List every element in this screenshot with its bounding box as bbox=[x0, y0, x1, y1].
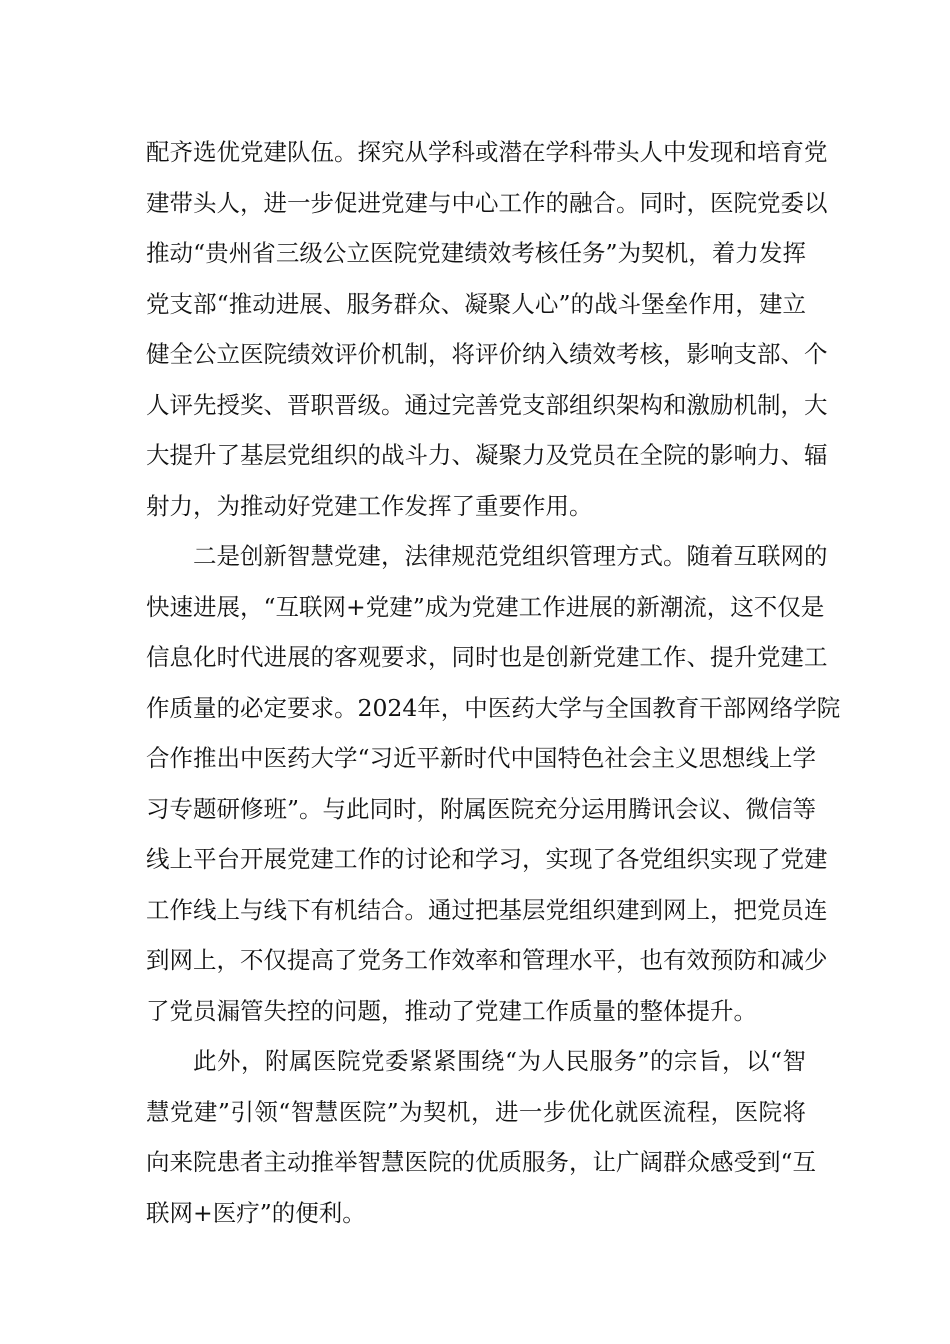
text-line: 健全公立医院绩效评价机制，将评价纳入绩效考核，影响支部、个 bbox=[146, 340, 828, 368]
text-line: 到网上，不仅提高了党务工作效率和管理水平，也有效预防和减少 bbox=[146, 946, 828, 974]
text-line: 联网+医疗”的便利。 bbox=[146, 1198, 366, 1227]
text-line: 此外，附属医院党委紧紧围绕“为人民服务”的宗旨，以“智 bbox=[193, 1047, 806, 1075]
text-line: 工作线上与线下有机结合。通过把基层党组织建到网上，把党员连 bbox=[146, 895, 828, 924]
paragraph-1 bbox=[146, 127, 828, 531]
paragraph-3 bbox=[146, 1036, 817, 1238]
text-line: 线上平台开展党建工作的讨论和学习，实现了各党组织实现了党建 bbox=[146, 845, 828, 873]
text-line: 建带头人，进一步促进党建与中心工作的融合。同时，医院党委以 bbox=[146, 188, 828, 217]
text-line: 党支部“推动进展、服务群众、凝聚人心”的战斗堡垒作用，建立 bbox=[146, 289, 806, 318]
text-line: 二是创新智慧党建，法律规范党组织管理方式。随着互联网的 bbox=[193, 542, 828, 570]
text-line: 了党员漏管失控的问题，推动了党建工作质量的整体提升。 bbox=[146, 996, 757, 1025]
text-line: 信息化时代进展的客观要求，同时也是创新党建工作、提升党建工 bbox=[146, 643, 828, 671]
text-line: 作质量的必定要求。2024年，中医药大学与全国教育干部网络学院 bbox=[146, 693, 841, 722]
text-line: 快速进展，“互联网+党建”成为党建工作进展的新潮流，这不仅是 bbox=[146, 592, 825, 621]
paragraph-2 bbox=[146, 531, 841, 1036]
text-line: 习专题研修班”。与此同时，附属医院充分运用腾讯会议、微信等 bbox=[146, 794, 817, 823]
text-line: 配齐选优党建队伍。探究从学科或潜在学科带头人中发现和培育党 bbox=[146, 138, 828, 166]
text-line: 慧党建”引领“智慧医院”为契机，进一步优化就医流程，医院将 bbox=[146, 1097, 806, 1126]
text-line: 人评先授奖、晋职晋级。通过完善党支部组织架构和激励机制，大 bbox=[146, 390, 828, 419]
text-line: 合作推出中医药大学“习近平新时代中国特色社会主义思想线上学 bbox=[146, 744, 817, 772]
text-line: 大提升了基层党组织的战斗力、凝聚力及党员在全院的影响力、辐 bbox=[146, 441, 828, 469]
text-line: 向来院患者主动推举智慧医院的优质服务，让广阔群众感受到“互 bbox=[146, 1148, 817, 1176]
document-body bbox=[146, 127, 841, 1238]
text-line: 射力，为推动好党建工作发挥了重要作用。 bbox=[146, 491, 593, 520]
text-line: 推动“贵州省三级公立医院党建绩效考核任务”为契机，着力发挥 bbox=[146, 239, 806, 267]
